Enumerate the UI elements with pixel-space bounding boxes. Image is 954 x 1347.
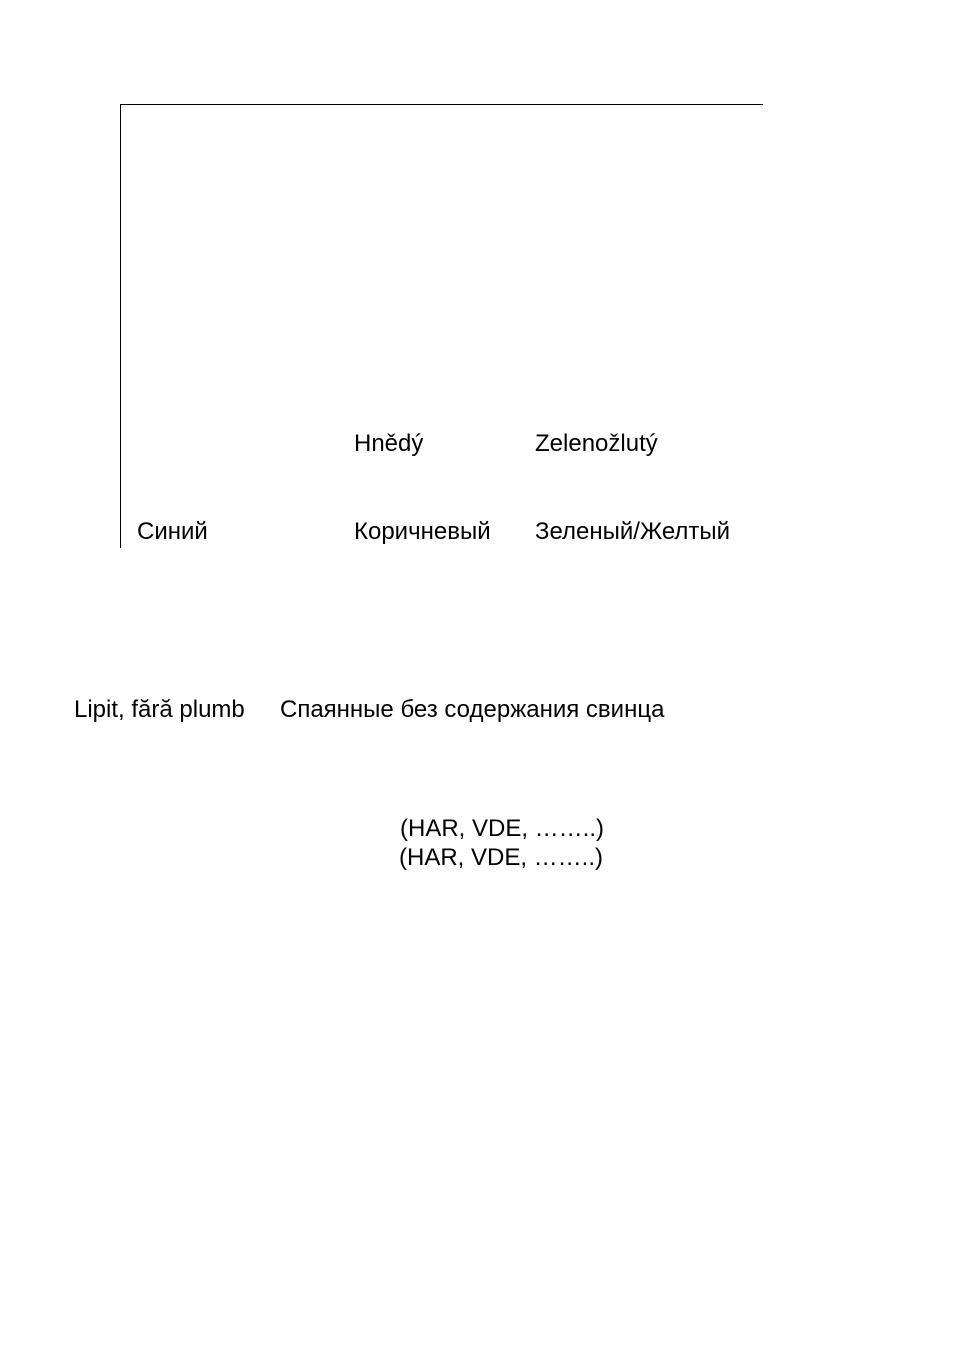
solder-lead-free-ro: Lipit, fără plumb bbox=[74, 696, 245, 723]
wire-color-brown-cz: Hnědý bbox=[354, 430, 424, 457]
table-left-border bbox=[120, 104, 121, 548]
wire-color-brown-ru: Коричневый bbox=[354, 518, 491, 545]
wire-color-green-yellow-ru: Зеленый/Желтый bbox=[535, 518, 731, 545]
cable-standard-line: (HAR, VDE, ……..) bbox=[400, 815, 605, 842]
cable-standard-line: (HAR, VDE, ……..) bbox=[399, 844, 604, 871]
solder-lead-free-ru: Спаянные без содержания свинца bbox=[280, 696, 665, 723]
wire-color-green-yellow-cz: Zelenožlutý bbox=[535, 430, 658, 457]
wire-color-blue-ru: Синий bbox=[137, 518, 208, 545]
table-top-border bbox=[120, 104, 763, 105]
